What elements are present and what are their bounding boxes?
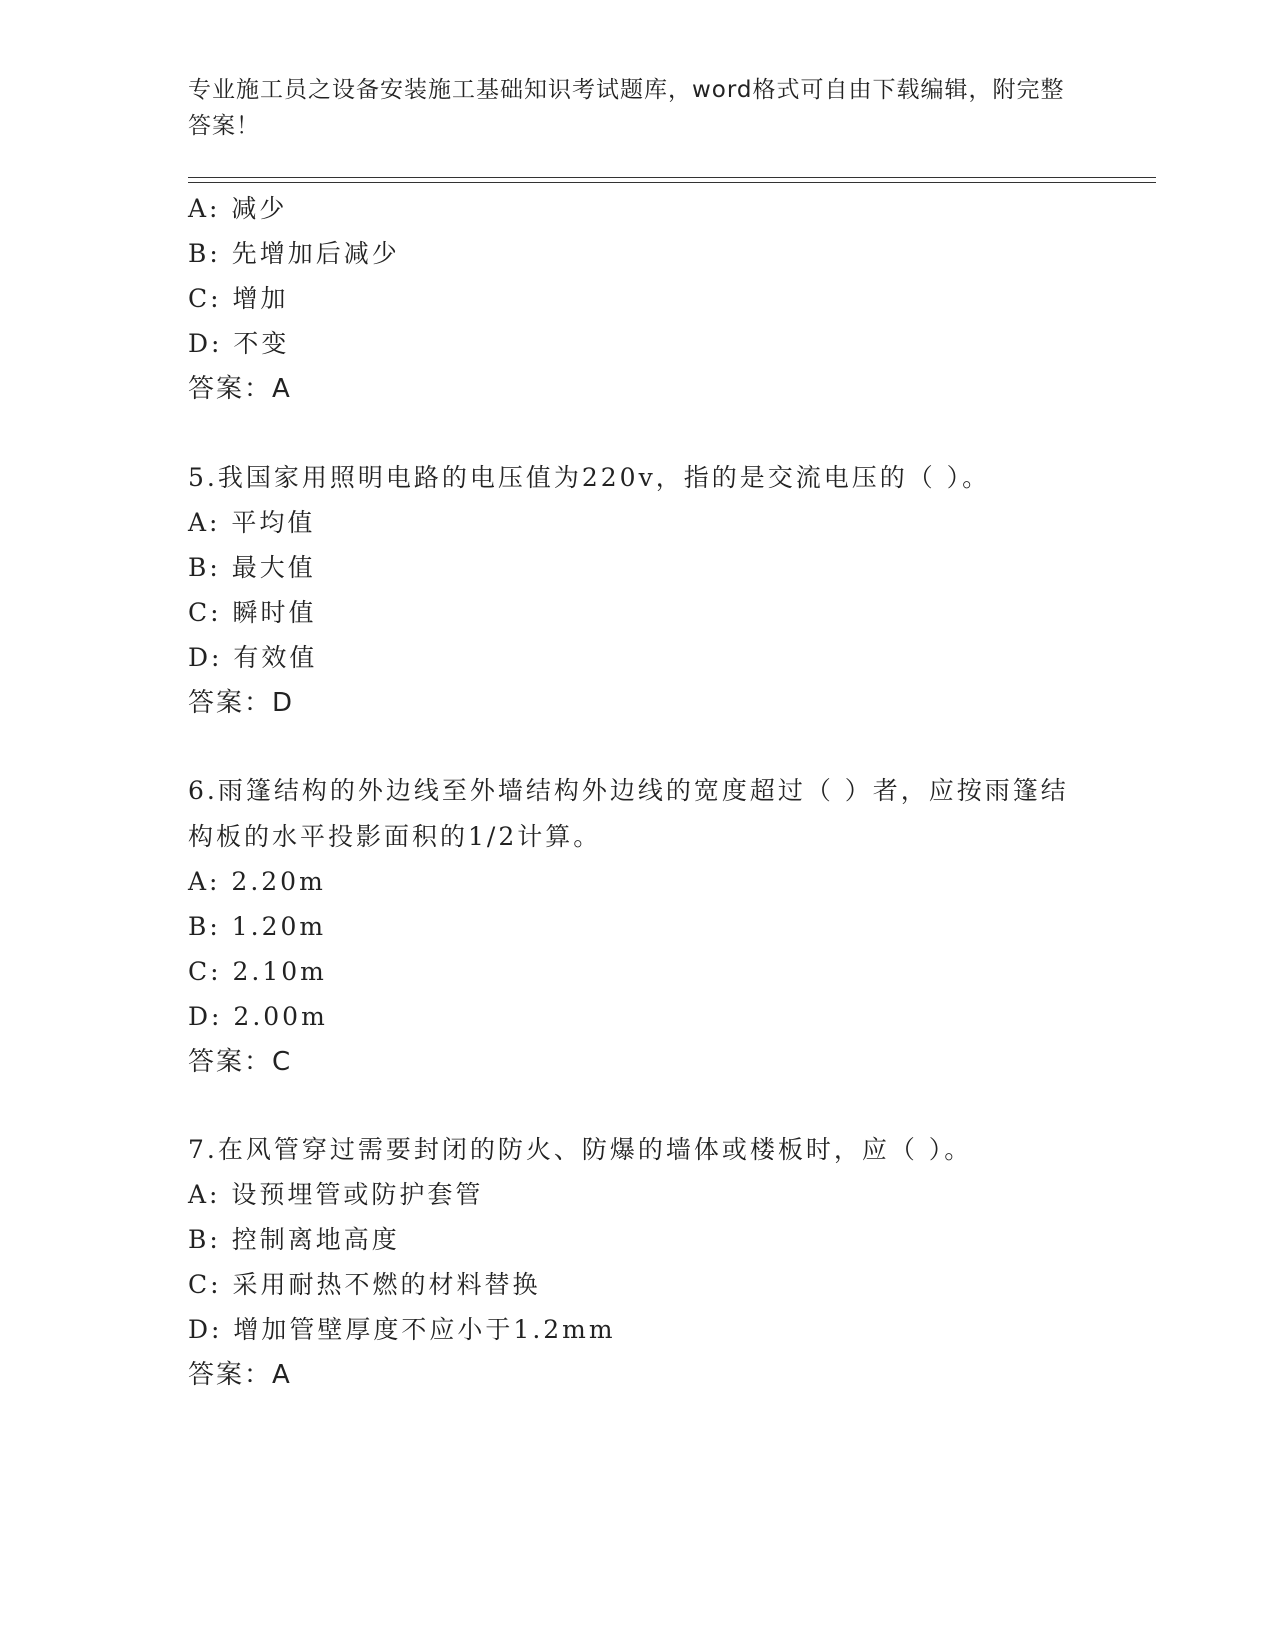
option-c: C: 2.10m: [188, 957, 327, 986]
option-d: D: 增加管壁厚度不应小于1.2mm: [188, 1315, 616, 1344]
option-d: D: 2.00m: [188, 1002, 328, 1031]
option-a: A: 减少: [188, 194, 288, 223]
option-b: B: 先增加后减少: [188, 239, 400, 268]
header-divider-bottom: [188, 182, 1156, 183]
option-d: D: 不变: [188, 329, 290, 358]
answer-value: D: [272, 688, 293, 718]
answer-label: 答案：: [188, 1047, 273, 1077]
question-text: 6.雨篷结构的外边线至外墙结构外边线的宽度超过（ ）者，应按雨篷结构板的水平投影面积的1/2计算。: [188, 776, 1069, 851]
document-header: 专业施工员之设备安装施工基础知识考试题库，word格式可自由下载编辑，附完整答案！: [188, 77, 1065, 139]
answer-value: A: [272, 1360, 290, 1390]
option-b: B: 最大值: [188, 553, 316, 582]
answer-label: 答案：: [188, 374, 273, 404]
question-text: 7.在风管穿过需要封闭的防火、防爆的墙体或楼板时，应（ ）。: [188, 1135, 973, 1164]
answer-value: C: [272, 1047, 291, 1077]
option-b: B: 控制离地高度: [188, 1225, 400, 1254]
answer-line: [188, 1359, 290, 1391]
answer-label: 答案：: [188, 1360, 273, 1390]
header-divider-top: [188, 177, 1156, 178]
answer-value: A: [272, 374, 290, 404]
answer-label: 答案：: [188, 688, 273, 718]
question-text: 5.我国家用照明电路的电压值为220v，指的是交流电压的（ ）。: [188, 463, 991, 492]
option-a: A: 设预埋管或防护套管: [188, 1180, 484, 1209]
option-c: C: 瞬时值: [188, 598, 317, 627]
option-c: C: 增加: [188, 284, 289, 313]
answer-line: [188, 687, 292, 719]
option-c: C: 采用耐热不燃的材料替换: [188, 1270, 541, 1299]
option-a: A: 平均值: [188, 508, 316, 537]
answer-line: [188, 373, 290, 405]
option-a: A: 2.20m: [188, 867, 326, 896]
option-b: B: 1.20m: [188, 912, 327, 941]
answer-line: [188, 1046, 290, 1078]
option-d: D: 有效值: [188, 643, 318, 672]
